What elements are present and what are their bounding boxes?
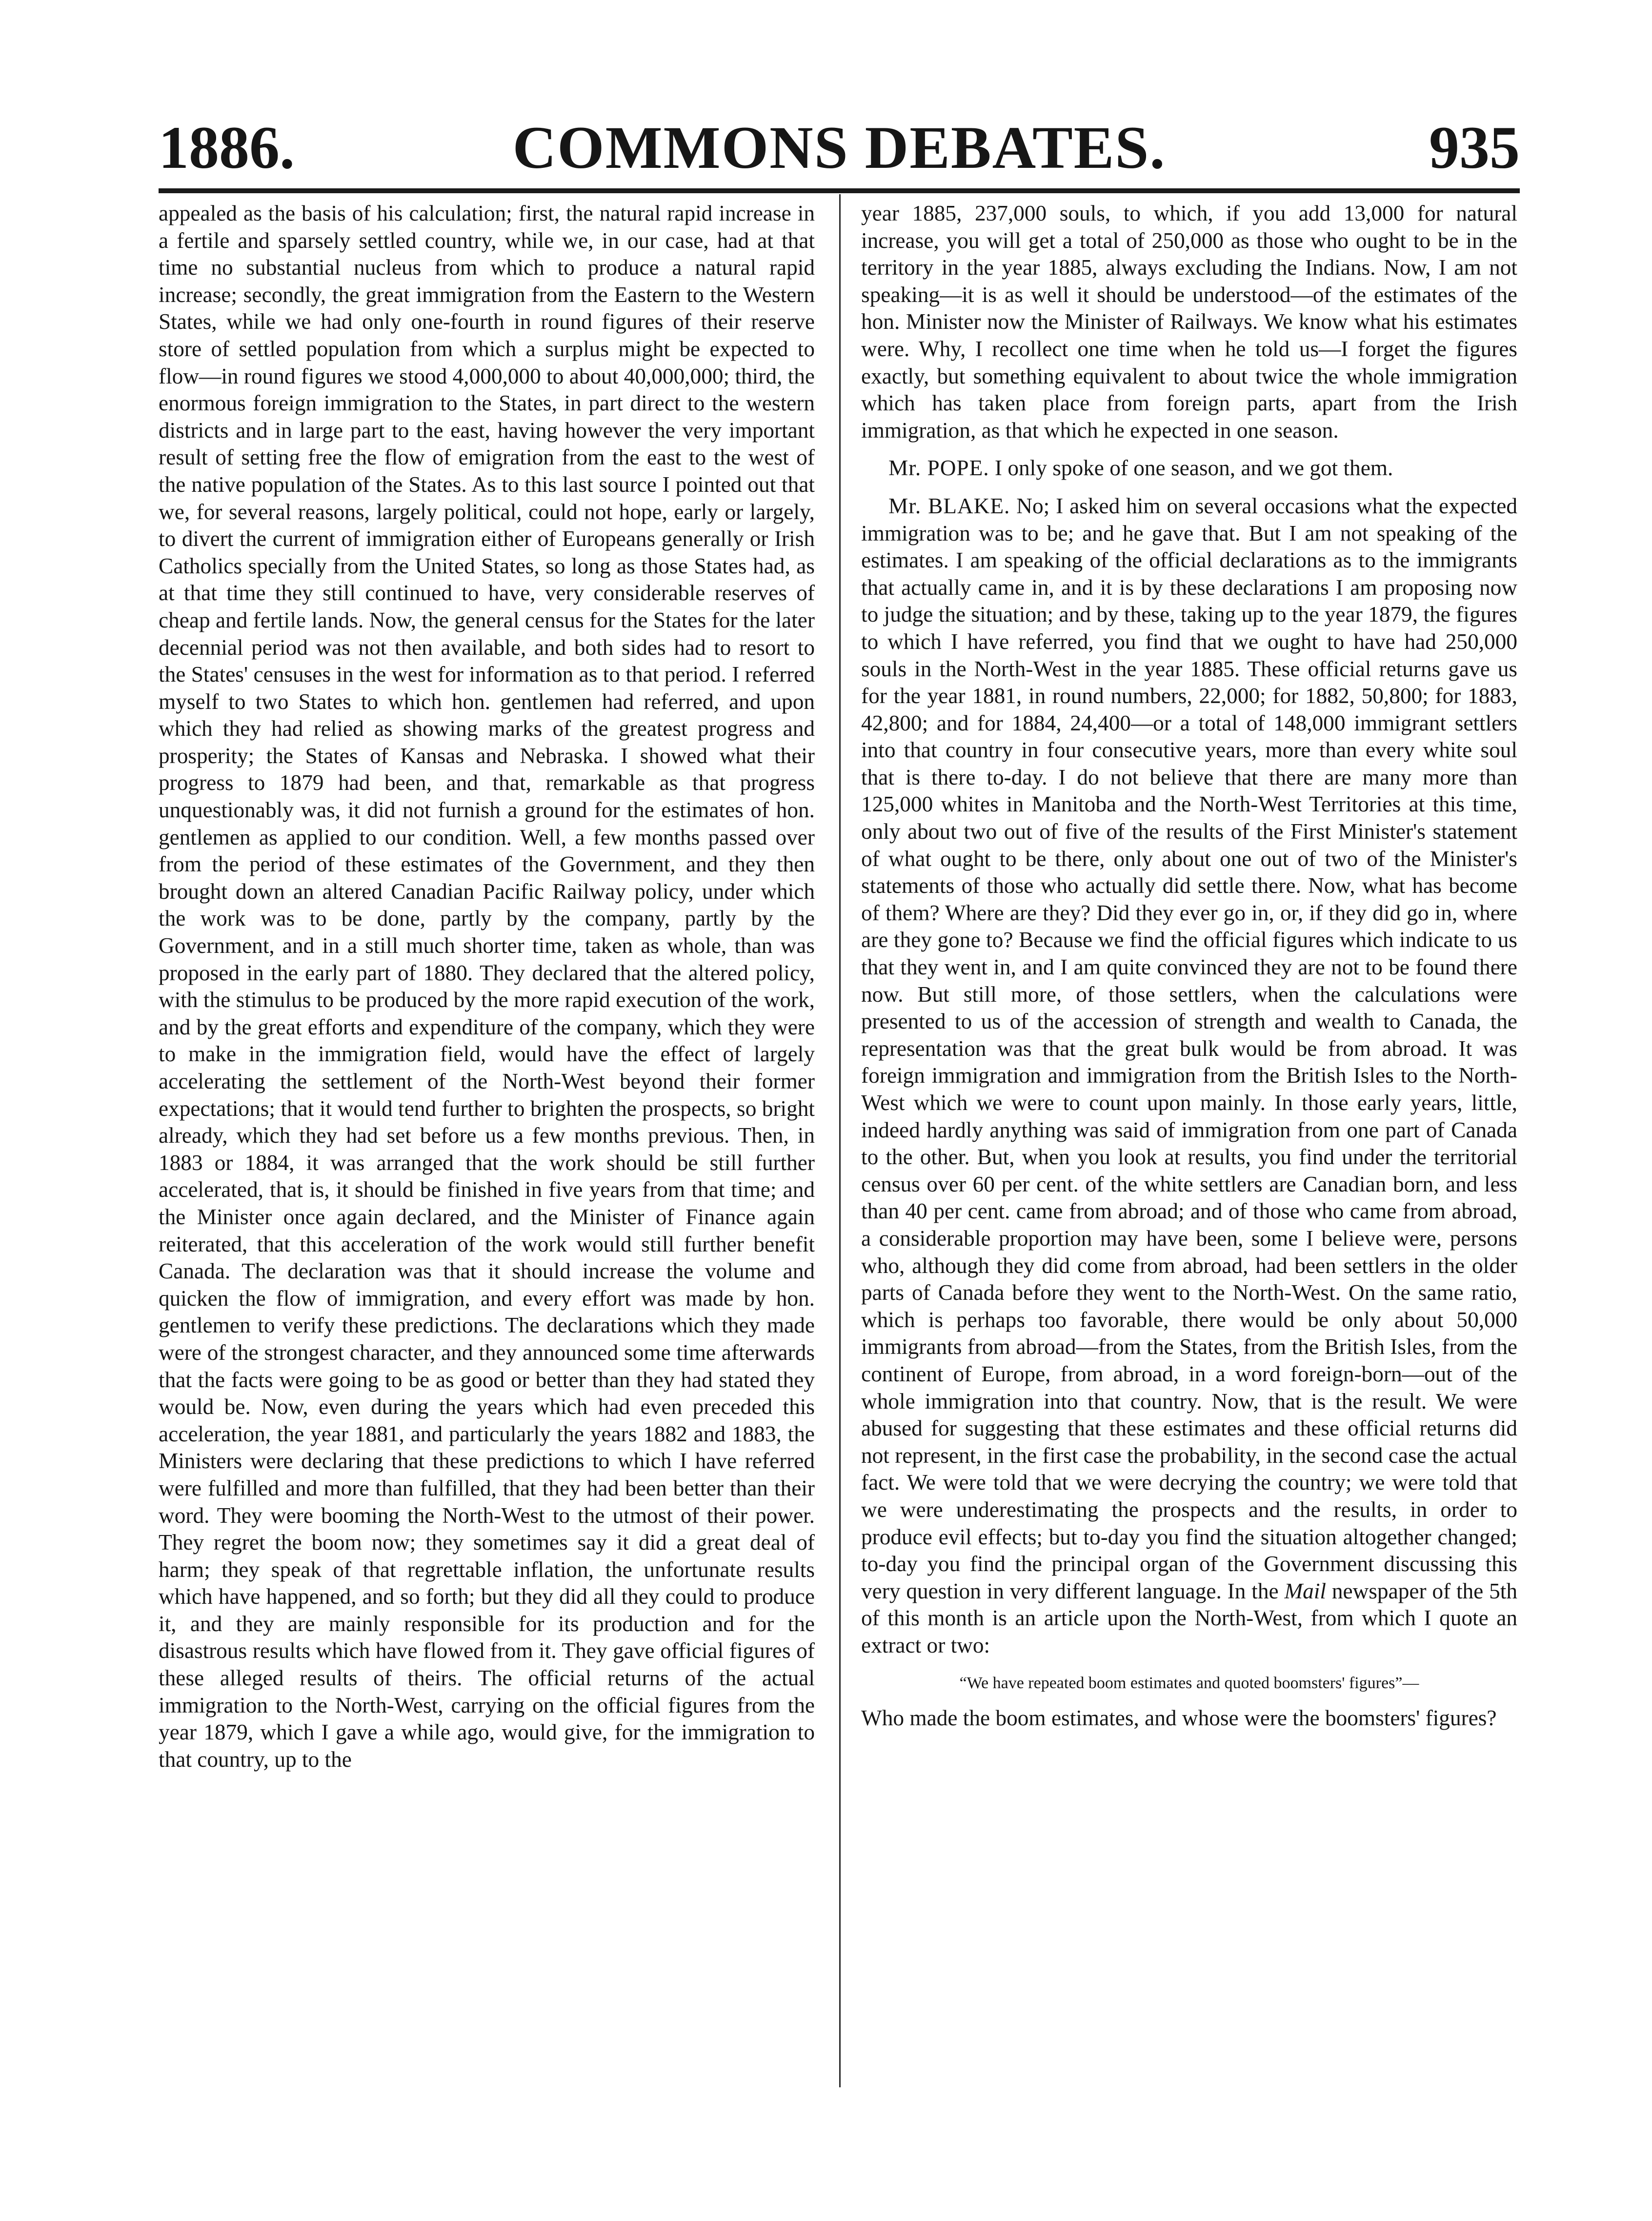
speaker-pope: Mr. POPE. <box>888 456 989 481</box>
left-column-paragraph: appealed as the basis of his calculation; first, the natural rapid increase in a fertile and sparsely settled country, while we, in our case, had at that time no substantial nucleus from which to produce a natural rapid increase; secondly, the great immigration from the Eastern to the Western States, while we had only one-fourth in round figures of their reserve store of settled population from which a surplus might be expected to flow—in round figures we stood 4,000,000 to about 40,000,000; third, the enormous foreign immigration to the States, in part direct to the western districts and in large part to the east, having however the very important result of setting free the flow of emigration from the east to the west of the native population of the States. As to this last source I pointed out that we, for several reasons, largely political, could not hope, early or largely, to divert the current of immigration either of Europeans generally or Irish Catholics specially from the United States, so long as those States had, as at that time they still continued to have, very considerable reserves of cheap and fertile lands. Now, the general census for the States for the later decennial period was not then available, and both sides had to resort to the States' censuses in the west for information as to that period. I referred myself to two States to which hon. gentlemen had referred, and upon which they had relied as showing marks of the greatest progress and prosperity; the States of Kansas and Nebraska. I showed what their progress to 1879 had been, and that, remarkable as that progress unquestionably was, it did not furnish a ground for the estimates of hon. gentlemen as applied to our condition. Well, a few months passed over from the period of these estimates of the Government, and they then brought down an altered Canadian Pacific Railway policy, under which the work was to be done, partly by the company, partly by the Government, and in a still much shorter time, taken as whole, than was proposed in the early part of 1880. They declared that the altered policy, with the stimulus to be produced by the more rapid execution of the work, and by the great efforts and expenditure of the company, which they were to make in the immigration field, would have the effect of largely accelerating the settlement of the North-West beyond their former expectations; that it would tend further to brighten the prospects, so bright already, which they had set before us a few months previous. Then, in 1883 or 1884, it was arranged that the work should be still further accelerated, that is, it should be finished in five years from that time; and the Minister once again declared, and the Minister of Finance again reiterated, that this acceleration of the work would still further benefit Canada. The declaration was that it should increase the volume and quicken the flow of immigration, and every effort was made by hon. gentlemen to verify these predictions. The declarations which they made were of the strongest character, and they announced some time afterwards that the facts were going to be as good or better than they had stated they would be. Now, even during the years which had even preceded this acceleration, the year 1881, and particularly the years 1882 and 1883, the Ministers were declaring that these predictions to which I have referred were fulfilled and more than fulfilled, that they had been better than their word. They were booming the North-West to the utmost of their power. They regret the boom now; they sometimes say it did a great deal of harm; they speak of that regrettable inflation, the unfortunate results which have happened, and so forth; but they did all they could to produce it, and they are mainly responsible for its production and for the disastrous results which have flowed from it. They gave official figures of these alleged results of theirs. The official returns of the actual immigration to the North-West, carrying on the official figures from the year 1879, which I gave a while ago, would give, for the immigration to that country, up to the <box>159 201 815 1772</box>
continued-paragraph: year 1885, 237,000 souls, to which, if you add 13,000 for natural increase, you will get a total of 250,000 as those who ought to be in the territory in the year 1885, always excluding the Indians. Now, I am not speaking—it is as well it should be understood—of the estimates of the hon. Minister now the Minister of Railways. We know what his estimates were. Why, I recollect one time when he told us—I forget the figures exactly, but something equivalent to about twice the whole immigration which has taken place from foreign parts, apart from the Irish immigration, as that which he expected in one season. <box>861 201 1517 443</box>
newspaper-name: Mail <box>1284 1578 1326 1603</box>
running-header <box>159 111 1520 184</box>
column-divider <box>839 194 841 2087</box>
left-column <box>159 200 815 1773</box>
quoted-extract: “We have repeated boom estimates and quoted boomsters' figures”— <box>959 1674 1419 1693</box>
right-column <box>861 200 1517 1732</box>
header-rule <box>159 188 1520 193</box>
pope-text: I only spoke of one season, and we got them. <box>989 456 1393 481</box>
blake-remark <box>861 493 1517 1659</box>
page-number: 935 <box>1429 114 1520 181</box>
closing-question: Who made the boom estimates, and whose were the boomsters' figures? <box>861 1706 1497 1731</box>
blake-text: No; I asked him on several occasions what the expected immigration was to be; and he gave that. But I am not speaking of the estimates. I am speaking of the official declarations as to the immigrants that actually came in, and it is by these declarations I am proposing now to judge the situation; and by these, taking up to the year 1879, the figures to which I have referred, you find that we ought to have had 250,000 souls in the North-West in the year 1885. These official returns gave us for the year 1881, in round numbers, 22,000; for 1882, 50,800; for 1883, 42,800; and for 1884, 24,400—or a total of 148,000 immigrant settlers into that country in four consecutive years, more than every white soul that is there to-day. I do not believe that there are many more than 125,000 whites in Manitoba and the North-West Territories at this time, only about two out of five of the results of the First Minister's statement of what ought to be there, only about one out of two of the Minister's statements of those who actually did settle there. Now, what has become of them? Where are they? Did they ever go in, or, if they did go in, where are they gone to? Because we find the official figures which indicate to us that they went in, and I am quite convinced they are not to be found there now. But still more, of those settlers, when the calculations were presented to us of the accession of strength and wealth to Canada, the representation was that the great bulk would be from abroad. It was foreign immigration and immigration from the British Isles to the North-West which we were to count upon mainly. In those early years, little, indeed hardly anything was said of immigration from one part of Canada to the other. But, when you look at results, you find under the territorial census over 60 per cent. of the white settlers are Canadian born, and less than 40 per cent. came from abroad; and of those who came from abroad, a considerable proportion may have been, some I believe were, persons who, although they did come from abroad, had been settlers in the older parts of Canada before they went to the North-West. On the same ratio, which is perhaps too favorable, there would be only about 50,000 immigrants from abroad—from the States, from the British Isles, from the continent of Europe, from abroad, in a word foreign-born—out of the whole immigration into that country. Now, that is the result. We were abused for suggesting that these estimates and these official returns did not represent, in the first case the probability, in the second case the actual fact. We were told that we were decrying the country; we were told that we were underestimating the prospects and the results, in order to produce evil effects; but to-day you find the situation altogether changed; to-day you find the principal organ of the Government discussing this very question in very different language. In the <box>861 493 1517 1603</box>
header-title: COMMONS DEBATES. <box>512 114 1166 181</box>
speaker-blake: Mr. BLAKE. <box>888 493 1010 518</box>
pope-remark <box>861 455 1517 482</box>
blake-text-end: newspaper of the 5th of this month is an article upon the North-West, from which I quote an extract or two: <box>861 1578 1518 1657</box>
header-year: 1886. <box>159 114 295 181</box>
